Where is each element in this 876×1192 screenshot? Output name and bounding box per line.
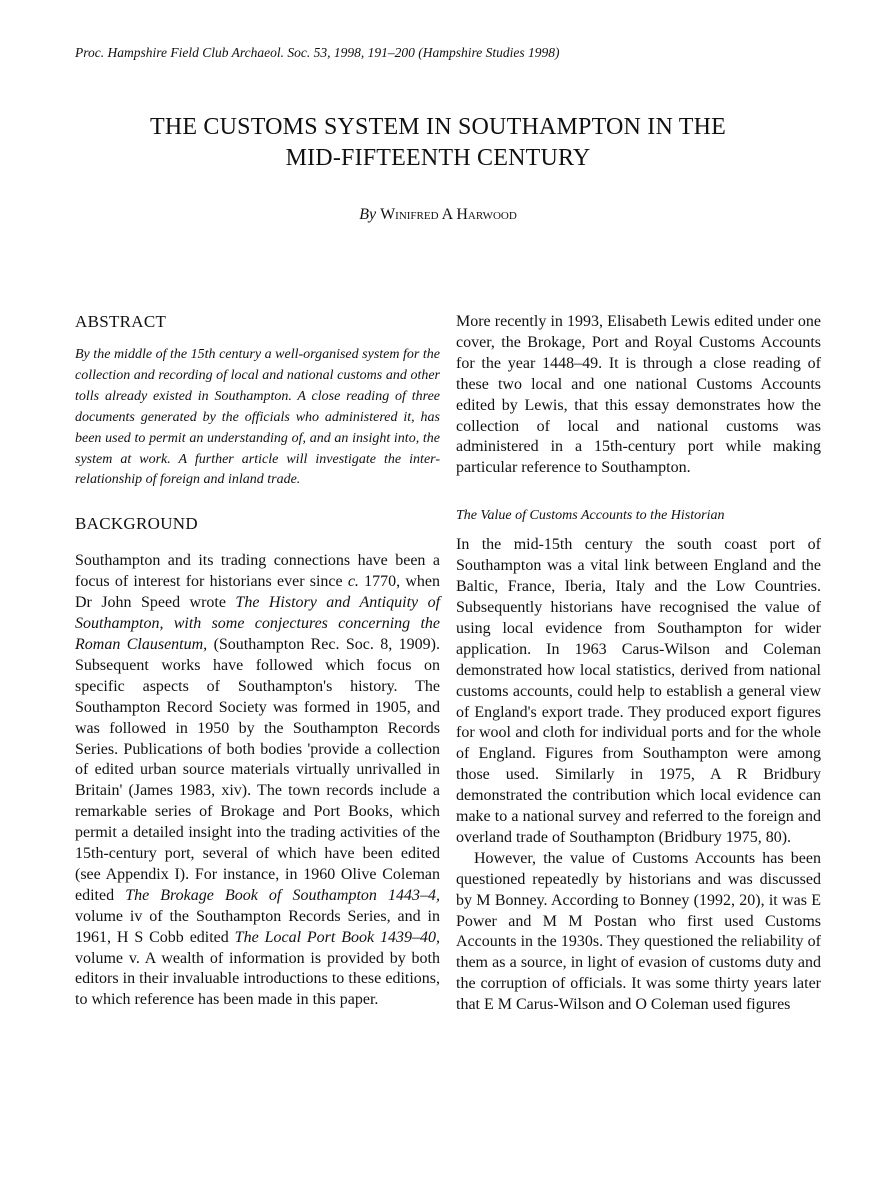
author-name: Winifred A Harwood — [380, 206, 517, 223]
abstract-text: By the middle of the 15th century a well-organised system for the collection and recording of local and national customs and other tolls already existed in Southampton. A close reading of three documents generated by the officials who administered it, has been used to permit an understanding of, and an insight into, the system at work. A further article will investigate the inter-relationship of foreign and inland trade. — [75, 347, 440, 488]
spacer — [75, 534, 440, 551]
article-title — [60, 112, 816, 174]
text-run: 1770, when Dr John Speed wrote — [75, 573, 441, 612]
abstract-heading: ABSTRACT — [75, 312, 167, 331]
subsection-heading: The Value of Customs Accounts to the Historian — [456, 508, 725, 524]
spacer — [456, 526, 821, 535]
book-title: The Local Port Book 1439–40, — [234, 928, 440, 946]
book-title: The Brokage Book of Southampton 1443–4, — [125, 886, 441, 904]
left-column — [75, 312, 440, 1011]
bonney-paragraph: However, the value of Customs Accounts has been questioned repeatedly by historians and was discussed by M Bonney. According to Bonney (1992, 20), it was E Power and M M Postan who first used Customs Accounts in the 1930s. They questioned the reliability of them as a source, in light of evasion of customs duty and the corruption of officials. It was some thirty years later that E M Carus-Wilson and O Coleman used figures — [456, 849, 821, 1014]
title-line-1: THE CUSTOMS SYSTEM IN SOUTHAMPTON IN THE — [149, 114, 727, 140]
value-paragraph: In the mid-15th century the south coast port of Southampton was a vital link between England and the Baltic, France, Iberia, Italy and the Low Countries. Subsequently historians have recognised the value of using local evidence from Southampton for wider application. In 1963 Carus-Wilson and Coleman demonstrated how local statistics, derived from national customs accounts, could help to establish a general view of England's export trade. They produced export figures for wool and cloth for individual ports and for the whole of England. Figures from Southampton were among those used. Similarly in 1975, A R Bridbury demonstrated the contribution which local evidence can make to a national survey and referred to the foreign and overland trade of Southampton (Bridbury 1975, 80). — [456, 536, 821, 846]
continued-paragraph: More recently in 1993, Elisabeth Lewis edited under one cover, the Brokage, Port and Royal Customs Accounts for the year 1448–49. It is through a close reading of these two local and one national Customs Accounts edited by Lewis, that this essay demonstrates how the collection of local and national customs was administered in a 15th-century port while making particular reference to Southampton. — [456, 313, 821, 477]
book-title: The History and Antiquity of Southampton, with some conjectures concerning the Roman Clausentum, — [75, 594, 441, 653]
title-line-2: MID-FIFTEENTH CENTURY — [285, 145, 591, 171]
text-run: volume iv of the Southampton Records Series, and in 1961, H S Cobb edited — [75, 907, 440, 946]
text-run: (Southampton Rec. Soc. 8, 1909). Subsequent works have followed which focus on specific aspects of Southampton's history. The Southampton Record Society was formed in 1905, and was followed in 1950 by the Southampton Records Series. Publications of both bodies 'provide a collection of edited urban source materials virtually unrivalled in Britain' (James 1983, xiv). The town records include a remarkable series of Brokage and Port Books, which permit a detailed insight into the trading activities of the 15th-century port, several of which have been edited (see Appendix I). For instance, in 1960 Olive Coleman edited — [75, 635, 440, 904]
background-heading: BACKGROUND — [75, 514, 198, 534]
background-paragraph — [75, 551, 440, 1011]
text-run: volume v. A wealth of information is provided by both editors in their invaluable introductions to these editions, to which reference has been made in this paper. — [75, 949, 440, 1009]
text-run: Southampton and its trading connections have been a focus of interest for historians ever since — [75, 552, 440, 591]
byline — [60, 205, 816, 225]
right-column — [456, 312, 821, 1016]
byline-by: By — [359, 206, 377, 223]
spacer — [456, 479, 821, 506]
spacer — [75, 491, 440, 514]
text-run-italic: c. — [347, 573, 359, 591]
running-head: Proc. Hampshire Field Club Archaeol. Soc. 53, 1998, 191–200 (Hampshire Studies 1998) — [75, 45, 560, 60]
